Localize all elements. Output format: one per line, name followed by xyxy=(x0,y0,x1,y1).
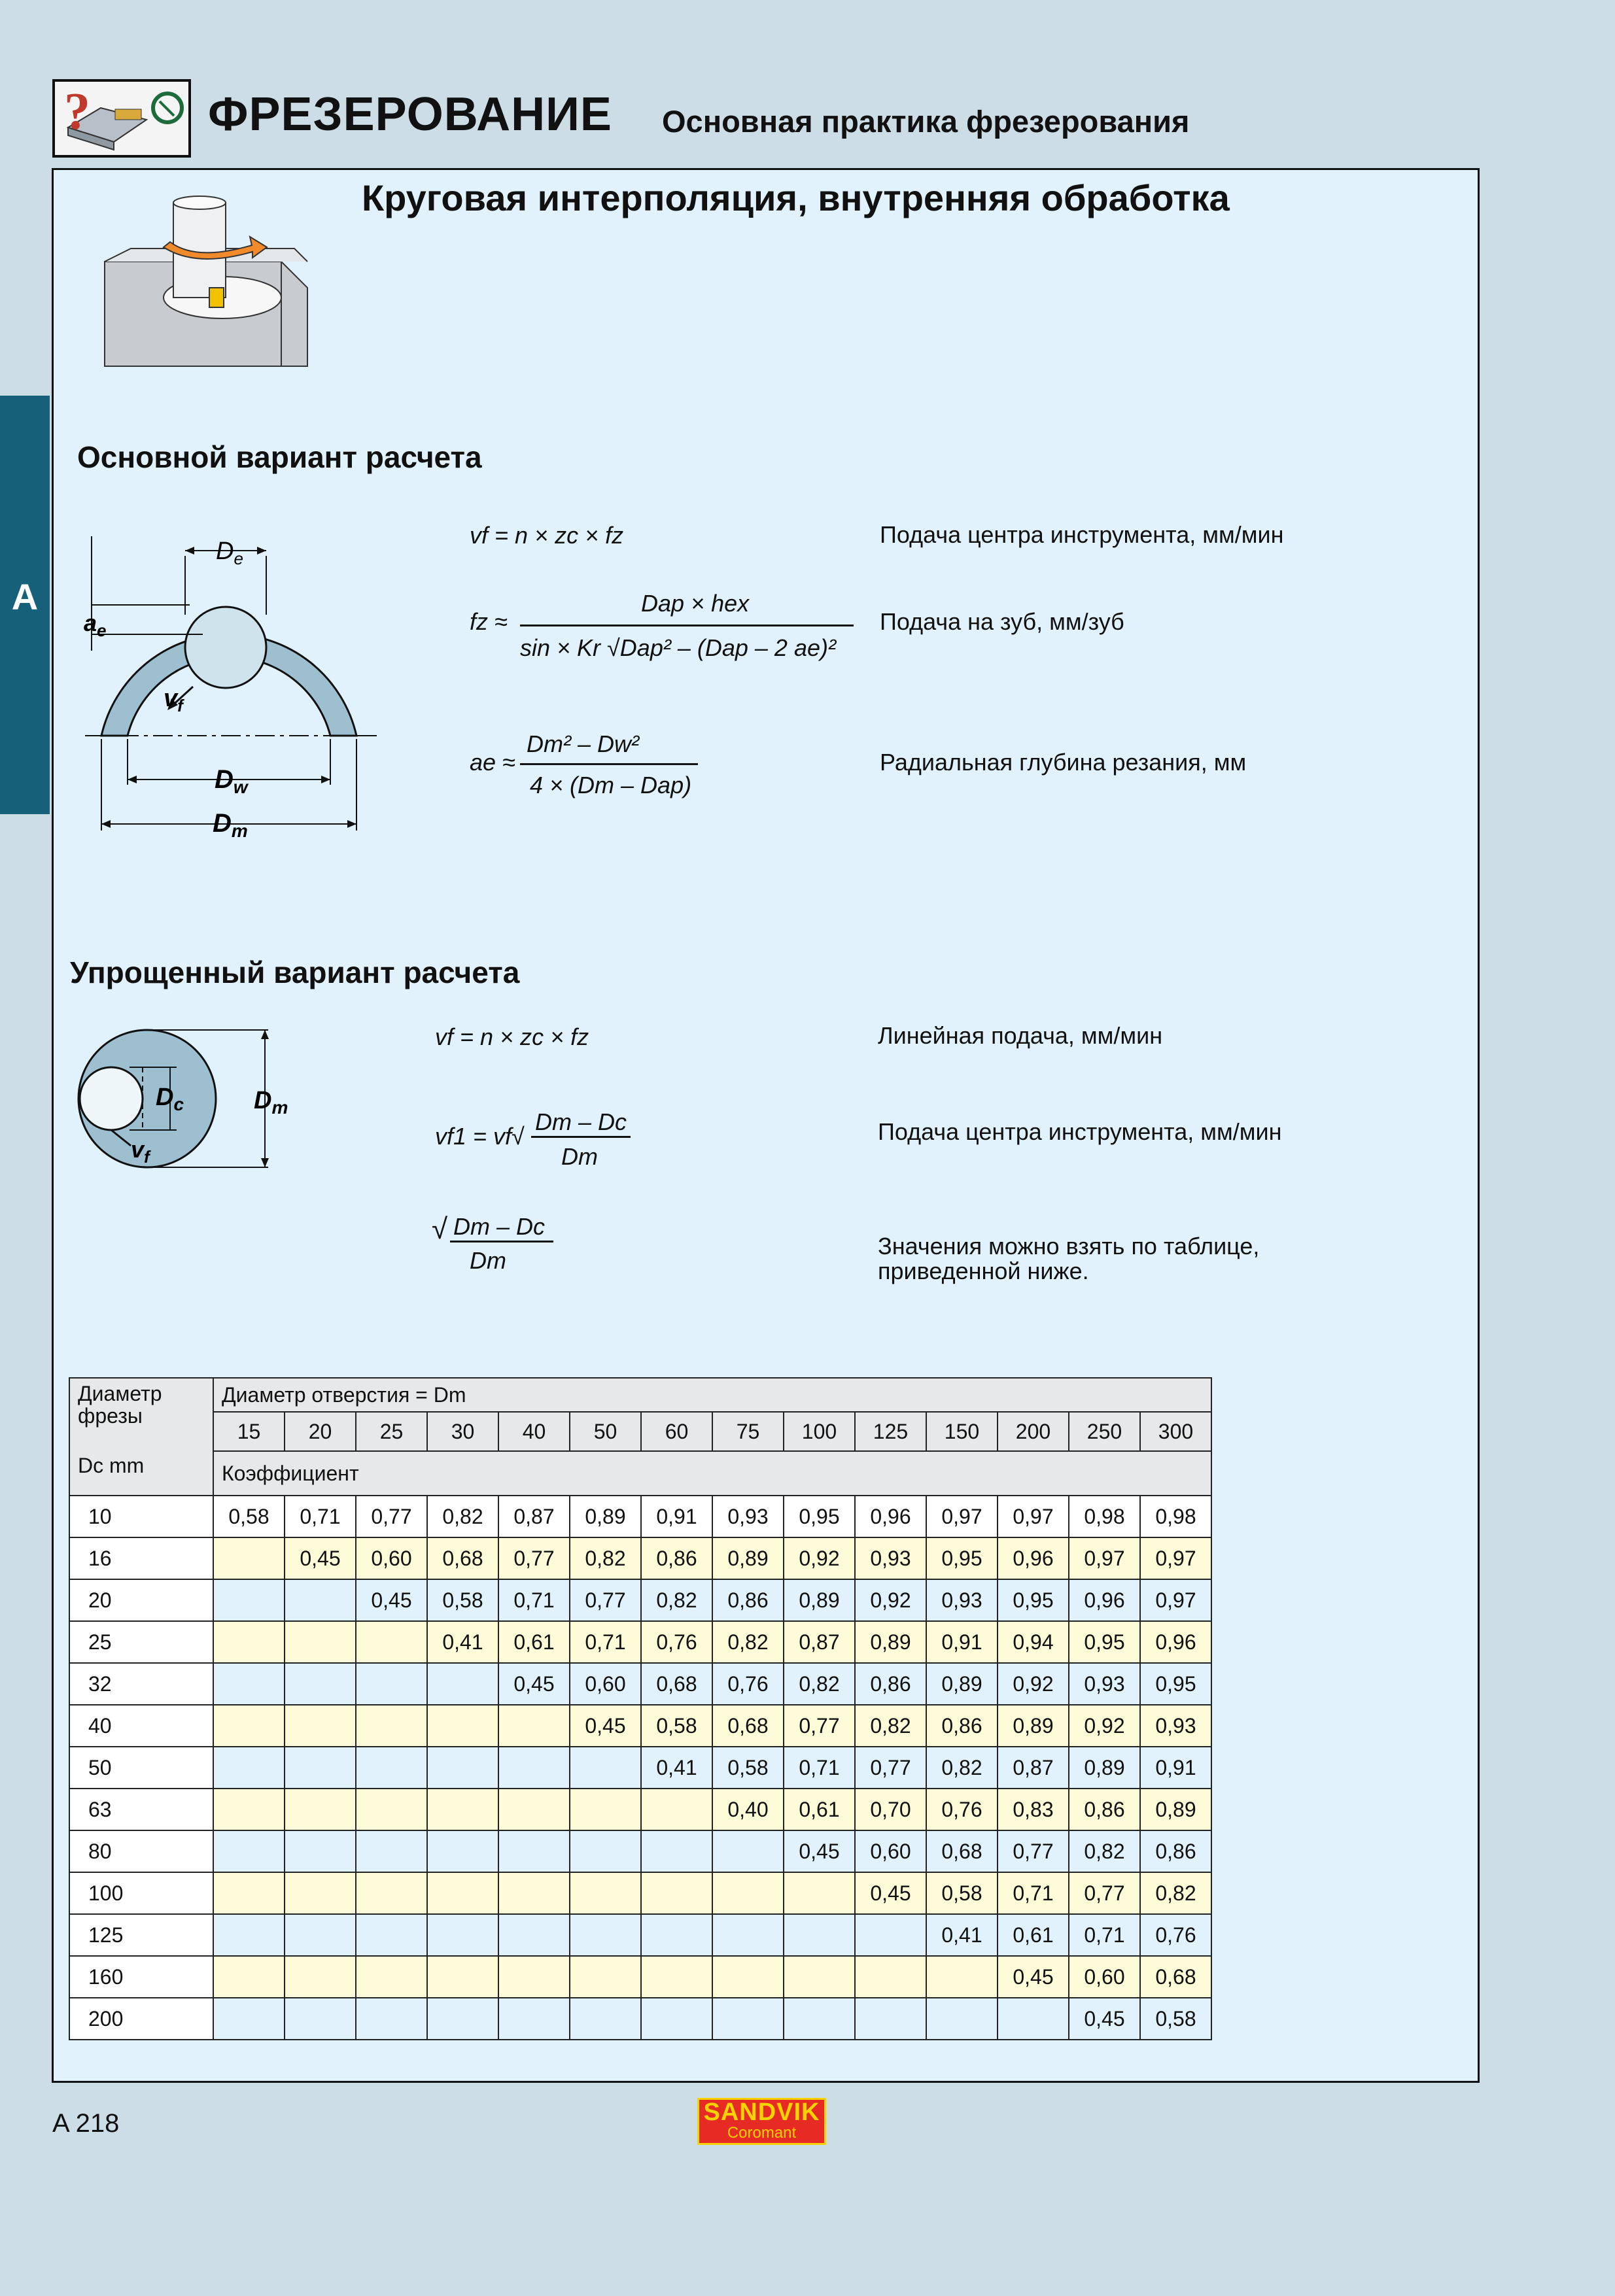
coef-cell: 0,87 xyxy=(498,1496,570,1537)
coef-cell xyxy=(356,1998,427,2040)
coef-cell xyxy=(784,1998,855,2040)
coef-cell: 0,95 xyxy=(784,1496,855,1537)
coef-cell: 0,95 xyxy=(1140,1663,1211,1705)
dm-value: 20 xyxy=(285,1412,356,1451)
coef-cell xyxy=(855,1998,926,2040)
fraction-bar xyxy=(520,625,854,626)
hole-diameter-header: Диаметр отверстия = Dm xyxy=(213,1378,1211,1412)
dc-value: 125 xyxy=(69,1914,213,1956)
coef-cell: 0,89 xyxy=(855,1621,926,1663)
circular-interpolation-illustration xyxy=(98,190,314,373)
coef-cell: 0,82 xyxy=(784,1663,855,1705)
coef-cell xyxy=(285,1914,356,1956)
coef-label-row xyxy=(69,1451,1211,1496)
coef-cell xyxy=(213,1830,285,1872)
dm-value: 150 xyxy=(926,1412,998,1451)
label-Dm-simple: $D_m$ xyxy=(254,1087,288,1118)
cutter-diameter-header xyxy=(69,1378,213,1496)
table-row xyxy=(69,1537,1211,1579)
coef-cell: 0,89 xyxy=(712,1537,784,1579)
coef-cell xyxy=(427,1747,498,1789)
coef-cell: 0,60 xyxy=(1069,1956,1140,1998)
coef-cell: 0,70 xyxy=(855,1789,926,1830)
dc-value: 63 xyxy=(69,1789,213,1830)
coef-cell: 0,77 xyxy=(855,1747,926,1789)
dm-value: 40 xyxy=(498,1412,570,1451)
table-header-row xyxy=(69,1378,1211,1412)
coef-cell xyxy=(285,1789,356,1830)
coef-cell xyxy=(641,1789,712,1830)
coef-cell xyxy=(712,1830,784,1872)
brand-name: SANDVIK xyxy=(703,2099,820,2126)
formula-ae-lhs: ae ≈ xyxy=(470,749,515,776)
coef-cell xyxy=(356,1872,427,1914)
coef-cell: 0,87 xyxy=(998,1747,1069,1789)
header-left-line1: Диаметр xyxy=(78,1382,162,1405)
desc-ae: Радиальная глубина резания, мм xyxy=(880,749,1247,776)
coef-cell: 0,93 xyxy=(1140,1705,1211,1747)
coef-cell: 0,45 xyxy=(356,1579,427,1621)
coef-cell xyxy=(213,1705,285,1747)
table-row xyxy=(69,1789,1211,1830)
coef-cell xyxy=(498,1872,570,1914)
coef-cell: 0,71 xyxy=(285,1496,356,1537)
coef-cell xyxy=(784,1872,855,1914)
coef-cell xyxy=(570,1956,641,1998)
fraction-bar xyxy=(520,763,698,765)
coef-cell xyxy=(356,1914,427,1956)
coef-cell xyxy=(356,1705,427,1747)
page-title: ФРЕЗЕРОВАНИЕ xyxy=(208,88,612,141)
coef-cell xyxy=(427,1705,498,1747)
coef-cell: 0,93 xyxy=(926,1579,998,1621)
coef-cell xyxy=(570,1914,641,1956)
simple-calc-heading: Упрощенный вариант расчета xyxy=(70,955,520,989)
table-row xyxy=(69,1830,1211,1872)
coef-cell: 0,95 xyxy=(998,1579,1069,1621)
formula-ratio-denominator: Dm xyxy=(470,1247,506,1274)
coef-cell: 0,58 xyxy=(213,1496,285,1537)
coef-cell: 0,77 xyxy=(784,1705,855,1747)
coef-cell: 0,82 xyxy=(641,1579,712,1621)
coef-cell: 0,92 xyxy=(998,1663,1069,1705)
coef-cell xyxy=(356,1789,427,1830)
coef-cell xyxy=(213,1579,285,1621)
coef-cell xyxy=(427,1914,498,1956)
basic-calc-diagram xyxy=(78,536,386,844)
coef-cell: 0,97 xyxy=(1140,1537,1211,1579)
dc-value: 10 xyxy=(69,1496,213,1537)
dm-value: 75 xyxy=(712,1412,784,1451)
dm-value: 25 xyxy=(356,1412,427,1451)
coef-cell: 0,76 xyxy=(641,1621,712,1663)
coef-cell xyxy=(498,1705,570,1747)
label-Dm: $D_m$ xyxy=(213,809,248,841)
formula-ae-denominator: 4 × (Dm – Dap) xyxy=(530,772,692,798)
header-dc-label: Dc mm xyxy=(78,1454,145,1477)
coef-cell xyxy=(213,1663,285,1705)
coef-cell: 0,45 xyxy=(784,1830,855,1872)
coef-cell: 0,41 xyxy=(427,1621,498,1663)
coef-cell: 0,89 xyxy=(784,1579,855,1621)
coef-cell: 0,71 xyxy=(1069,1914,1140,1956)
coef-cell xyxy=(498,1956,570,1998)
dm-value: 250 xyxy=(1069,1412,1140,1451)
formula-vf1-lhs: vf1 = vf√ xyxy=(435,1123,525,1150)
coef-cell: 0,45 xyxy=(285,1537,356,1579)
coef-cell: 0,89 xyxy=(998,1705,1069,1747)
coef-cell xyxy=(998,1998,1069,2040)
desc-fz: Подача на зуб, мм/зуб xyxy=(880,608,1124,635)
coef-cell: 0,76 xyxy=(1140,1914,1211,1956)
coef-cell: 0,71 xyxy=(784,1747,855,1789)
coef-cell xyxy=(570,1998,641,2040)
coef-cell: 0,68 xyxy=(1140,1956,1211,1998)
formula-ae-numerator: Dm² – Dw² xyxy=(527,730,639,757)
coef-cell: 0,86 xyxy=(926,1705,998,1747)
coef-cell: 0,95 xyxy=(1069,1621,1140,1663)
coef-cell xyxy=(712,1998,784,2040)
coef-cell: 0,77 xyxy=(356,1496,427,1537)
dm-value: 30 xyxy=(427,1412,498,1451)
coef-cell: 0,96 xyxy=(1069,1579,1140,1621)
coef-cell xyxy=(641,1914,712,1956)
coef-cell: 0,92 xyxy=(855,1579,926,1621)
coef-cell: 0,86 xyxy=(855,1663,926,1705)
coef-cell: 0,61 xyxy=(498,1621,570,1663)
coef-cell: 0,45 xyxy=(498,1663,570,1705)
coef-cell xyxy=(213,1872,285,1914)
coef-cell: 0,98 xyxy=(1069,1496,1140,1537)
coef-cell xyxy=(285,1663,356,1705)
coef-cell: 0,82 xyxy=(855,1705,926,1747)
coef-cell xyxy=(855,1956,926,1998)
coef-cell xyxy=(285,1998,356,2040)
coef-cell: 0,92 xyxy=(1069,1705,1140,1747)
coef-cell: 0,91 xyxy=(926,1621,998,1663)
coef-cell: 0,45 xyxy=(1069,1998,1140,2040)
coef-cell xyxy=(712,1956,784,1998)
table-row xyxy=(69,1914,1211,1956)
coef-cell: 0,82 xyxy=(712,1621,784,1663)
coef-cell: 0,58 xyxy=(1140,1998,1211,2040)
coef-cell xyxy=(213,1537,285,1579)
coef-cell xyxy=(427,1830,498,1872)
label-Dw: $D_w$ xyxy=(215,765,248,797)
coef-cell xyxy=(285,1621,356,1663)
coef-cell: 0,83 xyxy=(998,1789,1069,1830)
coef-cell xyxy=(427,1998,498,2040)
coef-cell xyxy=(855,1914,926,1956)
coef-cell: 0,40 xyxy=(712,1789,784,1830)
coef-cell xyxy=(213,1998,285,2040)
page-subtitle: Основная практика фрезерования xyxy=(662,104,1190,139)
dc-value: 50 xyxy=(69,1747,213,1789)
formula-ratio-numerator: Dm – Dc xyxy=(453,1213,546,1240)
coef-cell: 0,76 xyxy=(926,1789,998,1830)
side-tab-letter: A xyxy=(11,576,39,617)
coef-cell: 0,45 xyxy=(855,1872,926,1914)
coef-cell: 0,58 xyxy=(641,1705,712,1747)
dm-value: 50 xyxy=(570,1412,641,1451)
coef-cell xyxy=(213,1956,285,1998)
fraction-bar xyxy=(531,1136,631,1138)
coef-cell xyxy=(285,1830,356,1872)
coef-cell: 0,58 xyxy=(926,1872,998,1914)
label-vf: $v_f$ xyxy=(164,685,183,715)
coef-cell xyxy=(712,1872,784,1914)
coef-cell: 0,87 xyxy=(784,1621,855,1663)
coef-cell: 0,92 xyxy=(784,1537,855,1579)
coef-cell: 0,96 xyxy=(1140,1621,1211,1663)
coef-cell: 0,68 xyxy=(427,1537,498,1579)
coef-cell: 0,89 xyxy=(1069,1747,1140,1789)
dc-value: 40 xyxy=(69,1705,213,1747)
dm-values-row xyxy=(69,1412,1211,1451)
coef-cell: 0,86 xyxy=(1069,1789,1140,1830)
coef-cell: 0,93 xyxy=(1069,1663,1140,1705)
basic-calc-heading: Основной вариант расчета xyxy=(77,440,482,474)
coef-cell xyxy=(285,1956,356,1998)
coef-cell: 0,93 xyxy=(855,1537,926,1579)
brand-sub: Coromant xyxy=(727,2124,797,2142)
coef-cell xyxy=(427,1872,498,1914)
table-row xyxy=(69,1496,1211,1537)
page-number: A 218 xyxy=(52,2109,120,2138)
desc-ratio-line1: Значения можно взять по таблице, xyxy=(878,1233,1260,1259)
coef-cell xyxy=(641,1830,712,1872)
coef-cell: 0,41 xyxy=(641,1747,712,1789)
dm-value: 60 xyxy=(641,1412,712,1451)
desc-vf-simple: Линейная подача, мм/мин xyxy=(878,1022,1163,1049)
coef-cell xyxy=(926,1998,998,2040)
coef-cell: 0,60 xyxy=(356,1537,427,1579)
coef-cell: 0,58 xyxy=(427,1579,498,1621)
dm-value: 125 xyxy=(855,1412,926,1451)
coef-cell xyxy=(285,1747,356,1789)
coef-cell: 0,71 xyxy=(498,1579,570,1621)
table-row xyxy=(69,1705,1211,1747)
dm-value: 100 xyxy=(784,1412,855,1451)
dc-value: 20 xyxy=(69,1579,213,1621)
table-row xyxy=(69,1579,1211,1621)
dc-value: 100 xyxy=(69,1872,213,1914)
formula-fz-denominator: sin × Kr √Dap² – (Dap – 2 ae)² xyxy=(520,634,836,661)
coef-cell: 0,89 xyxy=(570,1496,641,1537)
desc-vf1: Подача центра инструмента, мм/мин xyxy=(878,1118,1282,1145)
svg-text:?: ? xyxy=(64,83,90,141)
coef-label: Коэффициент xyxy=(213,1451,1211,1496)
coef-cell xyxy=(356,1621,427,1663)
table-row xyxy=(69,1956,1211,1998)
coef-cell xyxy=(498,1914,570,1956)
coef-cell: 0,45 xyxy=(998,1956,1069,1998)
coef-cell xyxy=(641,1998,712,2040)
coef-cell: 0,93 xyxy=(712,1496,784,1537)
coef-cell xyxy=(641,1872,712,1914)
label-vf-simple: $v_f$ xyxy=(131,1136,150,1167)
dm-value: 15 xyxy=(213,1412,285,1451)
dc-value: 160 xyxy=(69,1956,213,1998)
coef-cell: 0,77 xyxy=(998,1830,1069,1872)
coef-cell xyxy=(356,1956,427,1998)
coef-cell: 0,60 xyxy=(855,1830,926,1872)
fraction-bar xyxy=(450,1241,553,1242)
coef-cell: 0,41 xyxy=(926,1914,998,1956)
coef-cell: 0,58 xyxy=(712,1747,784,1789)
coef-cell xyxy=(213,1914,285,1956)
section-icon xyxy=(52,79,191,158)
coef-cell xyxy=(498,1789,570,1830)
coef-cell: 0,68 xyxy=(712,1705,784,1747)
formula-vf1-numerator: Dm – Dc xyxy=(535,1108,627,1135)
coef-cell xyxy=(427,1663,498,1705)
coef-cell xyxy=(712,1914,784,1956)
coef-cell xyxy=(498,1747,570,1789)
coef-cell: 0,96 xyxy=(998,1537,1069,1579)
dc-value: 80 xyxy=(69,1830,213,1872)
coef-cell: 0,97 xyxy=(998,1496,1069,1537)
label-ae: $a_e$ xyxy=(84,609,107,640)
coef-cell: 0,86 xyxy=(641,1537,712,1579)
coef-cell xyxy=(784,1956,855,1998)
label-Dc: $D_c$ xyxy=(156,1084,184,1114)
coef-cell xyxy=(570,1789,641,1830)
coef-cell: 0,82 xyxy=(427,1496,498,1537)
coef-cell: 0,89 xyxy=(926,1663,998,1705)
dc-value: 32 xyxy=(69,1663,213,1705)
formula-fz-numerator: Dap × hex xyxy=(641,590,750,617)
formula-vf-simple: vf = n × zc × fz xyxy=(435,1023,589,1050)
sqrt-icon: √ xyxy=(432,1213,448,1245)
coef-cell: 0,95 xyxy=(926,1537,998,1579)
formula-vf1-denominator: Dm xyxy=(561,1143,598,1170)
desc-vf-basic: Подача центра инструмента, мм/мин xyxy=(880,521,1284,548)
table-row xyxy=(69,1998,1211,2040)
coef-cell xyxy=(498,1830,570,1872)
coef-cell xyxy=(570,1830,641,1872)
coef-cell xyxy=(926,1956,998,1998)
table-row xyxy=(69,1747,1211,1789)
coef-cell: 0,82 xyxy=(1140,1872,1211,1914)
coef-cell: 0,91 xyxy=(641,1496,712,1537)
coef-cell: 0,98 xyxy=(1140,1496,1211,1537)
coef-cell: 0,96 xyxy=(855,1496,926,1537)
coef-cell xyxy=(427,1956,498,1998)
coef-cell: 0,77 xyxy=(1069,1872,1140,1914)
formula-vf-basic: vf = n × zc × fz xyxy=(470,522,624,549)
table-row xyxy=(69,1872,1211,1914)
brand-logo xyxy=(697,2098,826,2145)
coef-cell: 0,82 xyxy=(926,1747,998,1789)
desc-ratio-line2: приведенной ниже. xyxy=(878,1258,1089,1284)
coef-cell xyxy=(356,1830,427,1872)
coef-cell: 0,68 xyxy=(641,1663,712,1705)
coef-cell: 0,86 xyxy=(712,1579,784,1621)
coef-cell: 0,61 xyxy=(784,1789,855,1830)
section-title: Круговая интерполяция, внутренняя обработка xyxy=(362,177,1230,218)
coef-cell xyxy=(570,1872,641,1914)
table-row xyxy=(69,1663,1211,1705)
coef-cell: 0,94 xyxy=(998,1621,1069,1663)
header-left-line2: фрезы xyxy=(78,1404,143,1428)
coef-cell xyxy=(285,1872,356,1914)
coef-cell xyxy=(570,1747,641,1789)
dm-value: 200 xyxy=(998,1412,1069,1451)
coef-cell: 0,97 xyxy=(1069,1537,1140,1579)
coefficient-table xyxy=(69,1377,1212,2040)
coef-cell xyxy=(356,1747,427,1789)
dm-value: 300 xyxy=(1140,1412,1211,1451)
coef-cell: 0,82 xyxy=(1069,1830,1140,1872)
coef-cell xyxy=(641,1956,712,1998)
coef-cell: 0,86 xyxy=(1140,1830,1211,1872)
coef-cell: 0,77 xyxy=(570,1579,641,1621)
coef-cell xyxy=(213,1789,285,1830)
coef-cell: 0,60 xyxy=(570,1663,641,1705)
coef-cell: 0,91 xyxy=(1140,1747,1211,1789)
coef-cell: 0,71 xyxy=(570,1621,641,1663)
coef-cell: 0,77 xyxy=(498,1537,570,1579)
coef-cell: 0,45 xyxy=(570,1705,641,1747)
table-row xyxy=(69,1621,1211,1663)
coef-cell: 0,71 xyxy=(998,1872,1069,1914)
coef-cell xyxy=(213,1621,285,1663)
coef-cell xyxy=(784,1914,855,1956)
coef-cell: 0,76 xyxy=(712,1663,784,1705)
coef-cell xyxy=(213,1747,285,1789)
dc-value: 16 xyxy=(69,1537,213,1579)
coef-cell: 0,89 xyxy=(1140,1789,1211,1830)
simple-calc-diagram xyxy=(72,1020,307,1184)
coef-cell: 0,97 xyxy=(926,1496,998,1537)
label-De: $D_e$ xyxy=(216,538,243,568)
dc-value: 25 xyxy=(69,1621,213,1663)
formula-fz-lhs: fz ≈ xyxy=(470,608,508,635)
coef-cell: 0,82 xyxy=(570,1537,641,1579)
coef-cell xyxy=(498,1998,570,2040)
dc-value: 200 xyxy=(69,1998,213,2040)
coef-cell xyxy=(285,1579,356,1621)
coef-cell xyxy=(356,1663,427,1705)
coef-cell xyxy=(427,1789,498,1830)
coef-cell: 0,61 xyxy=(998,1914,1069,1956)
coef-cell xyxy=(285,1705,356,1747)
coef-cell: 0,97 xyxy=(1140,1579,1211,1621)
coef-cell: 0,68 xyxy=(926,1830,998,1872)
